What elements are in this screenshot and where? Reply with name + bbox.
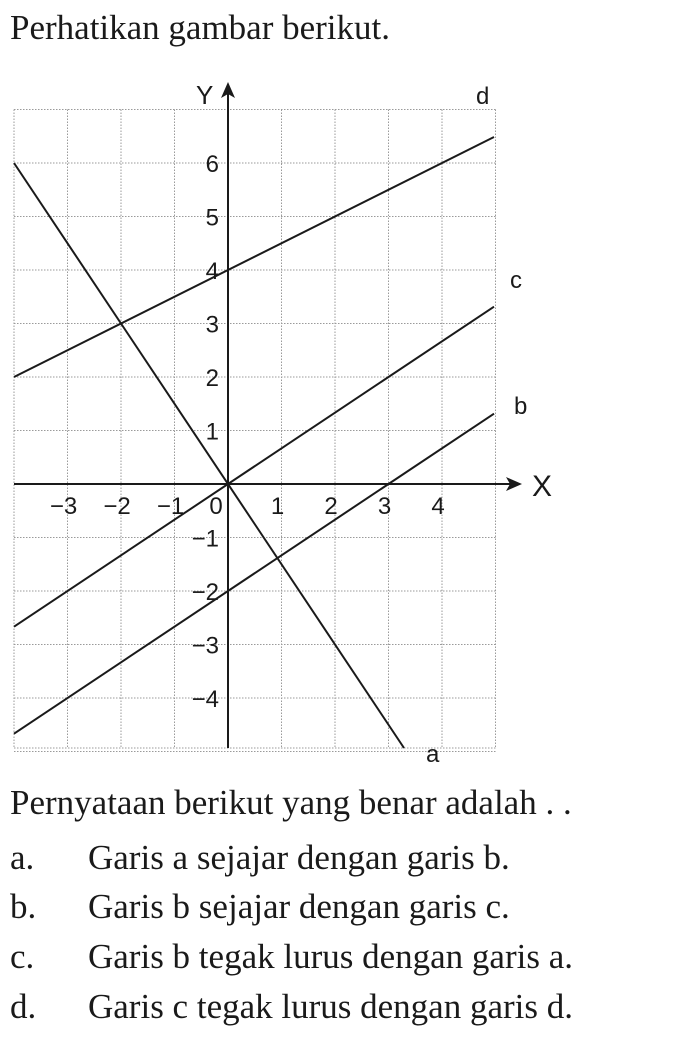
option-b[interactable] <box>10 887 510 927</box>
option-c[interactable] <box>10 937 573 977</box>
option-a-text: Garis a sejajar dengan garis b. <box>88 838 510 877</box>
option-d-text: Garis c tegak lurus dengan garis d. <box>88 987 573 1026</box>
y-tick-label: 4 <box>205 258 219 285</box>
axes <box>14 80 552 748</box>
question-prompt: Pernyataan berikut yang benar adalah . . <box>10 783 572 822</box>
y-tick-label: −2 <box>191 579 219 606</box>
x-tick-label: 3 <box>377 493 392 520</box>
y-tick-label: 1 <box>205 418 219 446</box>
line-c <box>14 307 494 627</box>
grid <box>14 110 496 752</box>
option-d-letter: d. <box>10 987 37 1026</box>
y-tick-label: 3 <box>205 311 219 339</box>
line-b-label: b <box>514 393 528 420</box>
page-title: Perhatikan gambar berikut. <box>10 8 391 47</box>
tick-labels <box>50 151 445 713</box>
x-tick-label: 2 <box>324 493 338 520</box>
coordinate-graph <box>0 70 560 770</box>
option-a[interactable] <box>10 838 510 878</box>
x-tick-label: −3 <box>49 493 78 520</box>
option-d[interactable] <box>10 987 573 1027</box>
x-tick-label: 1 <box>270 493 285 520</box>
option-c-letter: c. <box>10 937 35 976</box>
line-d <box>14 137 494 377</box>
option-b-text: Garis b sejajar dengan garis c. <box>88 887 510 926</box>
option-b-letter: b. <box>10 887 37 926</box>
graph-lines <box>14 83 527 768</box>
x-tick-label: 4 <box>431 493 445 520</box>
x-tick-label: −2 <box>103 493 131 520</box>
line-d-label: d <box>476 83 490 110</box>
line-a <box>14 163 404 748</box>
y-axis-label: Y <box>196 80 214 110</box>
option-a-letter: a. <box>10 838 35 877</box>
y-tick-label: 2 <box>205 365 219 392</box>
y-tick-label: 5 <box>205 204 219 232</box>
x-tick-label: 0 <box>209 493 223 520</box>
x-tick-label: −1 <box>156 493 185 520</box>
y-tick-label: −4 <box>191 686 219 713</box>
y-tick-label: 6 <box>205 151 219 178</box>
line-c-label: c <box>510 267 522 294</box>
y-tick-label: −1 <box>191 525 219 553</box>
line-b <box>14 414 494 734</box>
option-c-text: Garis b tegak lurus dengan garis a. <box>88 937 573 976</box>
line-a-label: a <box>426 741 440 768</box>
y-tick-label: −3 <box>191 632 219 660</box>
x-axis-label: X <box>532 470 553 503</box>
